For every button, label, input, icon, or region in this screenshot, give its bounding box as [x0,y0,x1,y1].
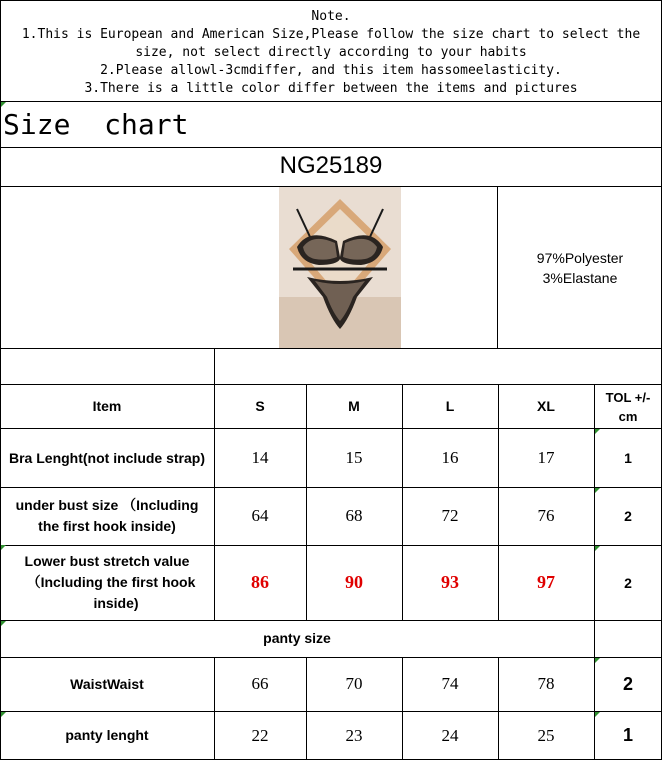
grid-vline [402,384,403,620]
grid-vline [214,384,215,620]
grid-hline [0,711,662,712]
header-item: Item [92,397,122,414]
row-panty-length-m: 23 [345,725,363,745]
header-tol-line2: cm [618,409,638,424]
panty-size-heading: panty size [263,630,331,646]
grid-vline [306,384,307,620]
row-under-bust-label-line2: the first hook inside) [38,518,176,534]
grid-vline [214,657,215,760]
row-under-bust-m: 68 [345,506,363,525]
header-tol [594,385,662,427]
row-lower-bust-s: 86 [251,572,269,592]
row-bra-length-m: 15 [345,448,363,467]
cell-marker [595,712,600,717]
grid-hline [0,348,662,349]
grid-hline [0,428,662,429]
row-waist-s: 66 [251,674,269,693]
row-waist-xl: 78 [537,674,555,693]
row-panty-length-tol: 1 [622,725,633,745]
grid-vline [214,348,215,385]
cell-marker [1,102,6,107]
row-lower-bust-l: 93 [441,572,459,592]
grid-hline [0,545,662,546]
grid-vline [498,657,499,760]
note-title: Note. [311,9,351,24]
material-polyester: 97%Polyester [536,250,624,266]
row-waist-tol: 2 [622,673,633,694]
cell-marker [595,429,600,434]
cell-marker [1,621,6,626]
product-image [279,187,401,348]
row-waist-label: WaistWaist [70,675,144,692]
row-under-bust-tol: 2 [624,508,632,524]
note-line-1a: 1.This is European and American Size,Please follow the size chart to select the [21,27,641,42]
row-lower-bust-xl: 97 [537,572,555,592]
grid-hline [0,0,662,1]
row-bra-length-s: 14 [251,448,269,467]
cell-marker [595,546,600,551]
header-size-l: L [445,397,455,414]
note-line-3: 3.There is a little color differ between the items and pictures [84,81,578,96]
grid-vline [594,384,595,760]
row-under-bust-l: 72 [441,506,459,525]
grid-vline [497,186,498,348]
row-waist-m: 70 [345,674,363,693]
row-panty-length-s: 22 [251,725,269,745]
row-lower-bust-label-line1: Lower bust stretch value [24,553,190,569]
note-line-1b: size, not select directly according to your habits [135,45,527,60]
row-under-bust-s: 64 [251,506,269,525]
header-size-s: S [255,397,265,414]
cell-marker [595,658,600,663]
grid-vline [498,384,499,620]
row-bra-length-l: 16 [441,448,459,467]
header-size-m: M [348,397,360,414]
row-waist-l: 74 [441,674,459,693]
size-chart-title: Size chart [3,108,189,141]
grid-hline [0,384,662,385]
header-size-xl: XL [537,397,555,414]
header-tol-line1: TOL +/- [605,390,651,405]
row-under-bust-xl: 76 [537,506,555,525]
row-lower-bust-m: 90 [345,572,363,592]
row-bra-length-tol: 1 [624,450,632,466]
product-code: NG25189 [279,152,383,179]
row-panty-length-l: 24 [441,725,459,745]
row-lower-bust-label [0,545,214,620]
row-lower-bust-label-line2: （Including the first hook [26,574,196,590]
row-lower-bust-label-line3: inside) [93,595,139,611]
grid-hline [0,487,662,488]
cell-marker [1,545,6,550]
row-panty-length-xl: 25 [537,725,555,745]
grid-vline [402,657,403,760]
row-lower-bust-tol: 2 [624,574,632,591]
grid-hline [0,657,662,658]
row-under-bust-label [0,487,214,545]
cell-marker [595,488,600,493]
cell-marker [1,712,6,717]
material-elastane: 3%Elastane [542,270,618,286]
row-bra-length-xl: 17 [537,448,555,467]
grid-hline [0,101,662,102]
row-bra-length-label: Bra Lenght(not include strap) [9,449,205,466]
grid-hline [0,147,662,148]
note-line-2: 2.Please allowl-3cmdiffer, and this item hassomeelasticity. [100,63,562,78]
grid-hline [0,186,662,187]
row-panty-length-label: panty lenght [65,727,149,743]
grid-hline [0,620,662,621]
grid-vline [0,0,1,760]
grid-vline [306,657,307,760]
row-under-bust-label-line1: under bust size （Including [15,497,199,513]
